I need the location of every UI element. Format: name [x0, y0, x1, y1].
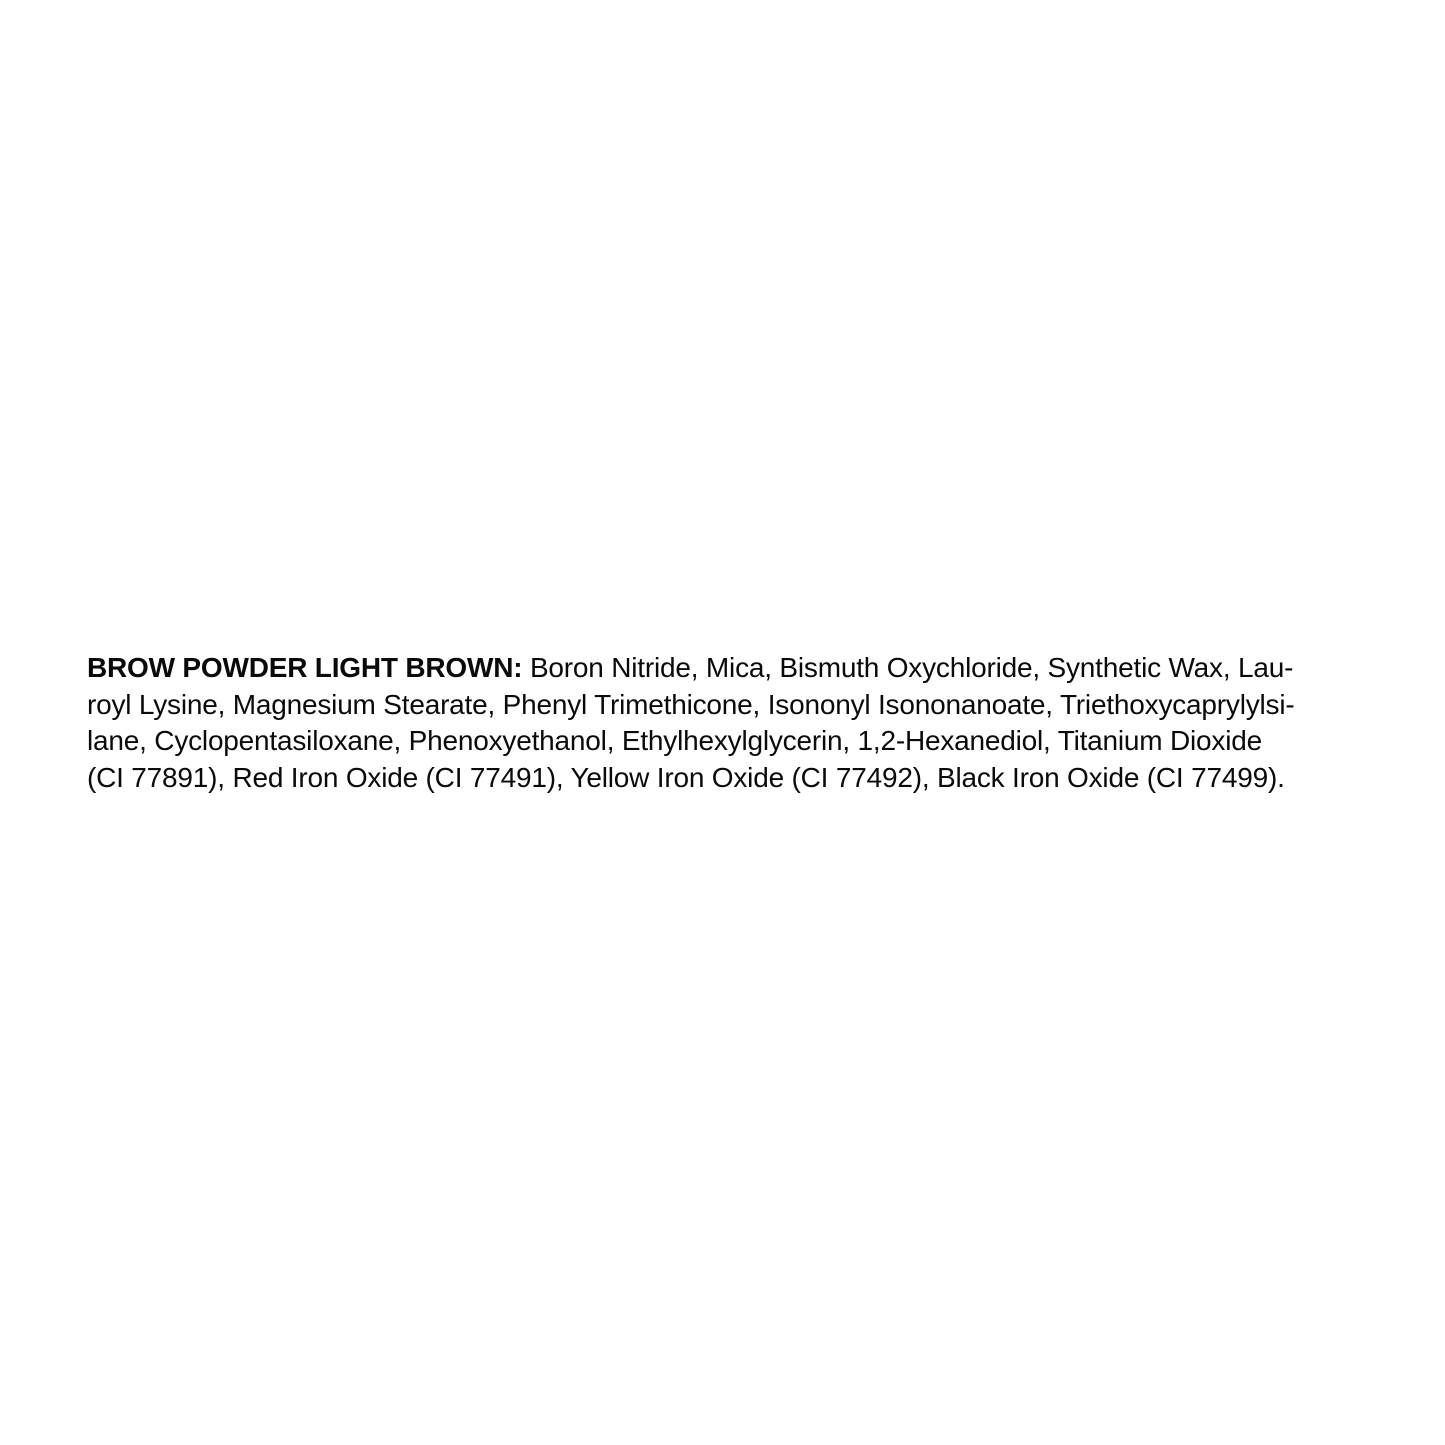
- ingredients-line-2: royl Lysine, Magnesium Stearate, Phenyl Trimethicone, Isononyl Isononanoate, Triethoxycaprylylsi-: [87, 688, 1295, 720]
- ingredients-line-3: lane, Cyclopentasiloxane, Phenoxyethanol, Ethylhexylglycerin, 1,2-Hexanediol, Titanium Dioxide: [87, 725, 1262, 756]
- ingredients-line-4: (CI 77891), Red Iron Oxide (CI 77491), Yellow Iron Oxide (CI 77492), Black Iron Oxide (CI 77499).: [87, 761, 1285, 793]
- ingredients-line-1-text: Boron Nitride, Mica, Bismuth Oxychloride, Synthetic Wax, Lau-: [522, 652, 1294, 683]
- product-shade-heading: BROW POWDER LIGHT BROWN:: [87, 652, 523, 683]
- ingredients-paragraph: [87, 650, 1397, 796]
- ingredients-line-1: [87, 650, 1397, 687]
